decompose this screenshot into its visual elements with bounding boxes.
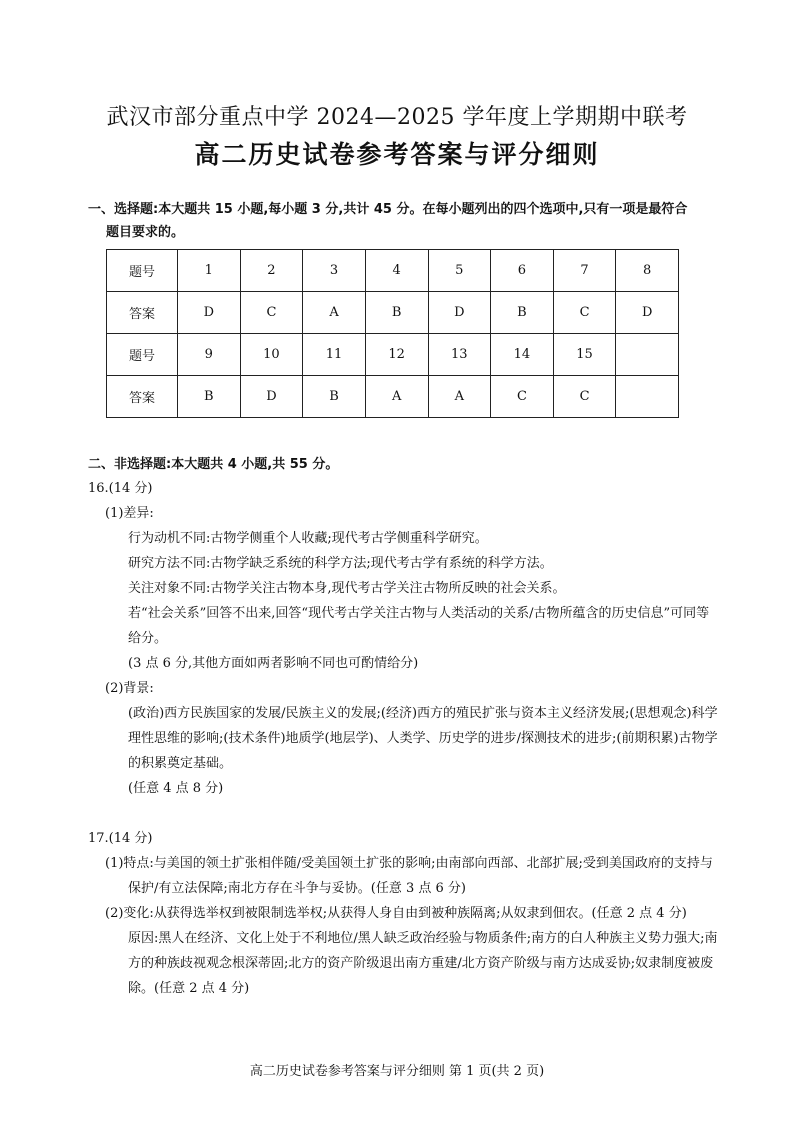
table-cell: 6 (491, 250, 554, 292)
table-cell: 答案 (107, 376, 178, 418)
q16-part2-text: (政治)西方民族国家的发展/民族主义的发展;(经济)西方的殖民扩张与资本主义经济发展;(思想观念)科学理性思维的影响;(技术条件)地质学(地层学)、人类学、历史学的进步/探测技术的进步;(前期积累)古物学的积累奠定基础。 (128, 706, 718, 771)
table-cell: B (178, 376, 241, 418)
table-cell: C (491, 376, 554, 418)
section1-instructions (88, 198, 718, 244)
table-cell: 15 (553, 334, 616, 376)
table-cell: 3 (303, 250, 366, 292)
table-cell: 12 (365, 334, 428, 376)
q17-head: 17.(14 分) (88, 831, 153, 846)
table-cell: 10 (240, 334, 303, 376)
table-cell: 1 (178, 250, 241, 292)
table-cell: 题号 (107, 334, 178, 376)
q17-part2: (2)变化:从获得选举权到被限制选举权;从获得人身自由到被种族隔离;从奴隶到佃农。(任意 2 点 4 分) (105, 906, 687, 921)
table-row (107, 250, 679, 292)
q16-part2-title: (2)背景: (105, 681, 154, 696)
table-cell: B (365, 292, 428, 334)
q17-part2-reason: 原因:黑人在经济、文化上处于不利地位/黑人缺乏政治经验与物质条件;南方的白人种族主义势力强大;南方的种族歧视观念根深蒂固;北方的资产阶级退出南方重建/北方资产阶级与南方达成妥协;奴隶制度被废除。(任意 2 点 4 分) (128, 931, 718, 996)
header-title-line1: 武汉市部分重点中学 2024—2025 学年度上学期期中联考 (106, 105, 688, 130)
table-cell (616, 334, 679, 376)
q16-part1-line: 行为动机不同:古物学侧重个人收藏;现代考古学侧重科学研究。 (128, 531, 488, 546)
q17-part1: (1)特点:与美国的领土扩张相伴随/受美国领土扩张的影响;由南部向西部、北部扩展;受到美国政府的支持与保护/有立法保障;南北方存在斗争与妥协。(任意 3 点 6 分) (105, 856, 713, 896)
answer-table (106, 249, 679, 418)
table-cell: B (491, 292, 554, 334)
table-row (107, 292, 679, 334)
table-cell: 5 (428, 250, 491, 292)
q16-part1-score: (3 点 6 分,其他方面如两者影响不同也可酌情给分) (128, 656, 419, 671)
table-cell: C (553, 292, 616, 334)
page-title: 高二历史试卷参考答案与评分细则 (194, 140, 600, 169)
table-row (107, 334, 679, 376)
table-cell: D (616, 292, 679, 334)
table-row (107, 376, 679, 418)
q16-part1-line: 关注对象不同:古物学关注古物本身,现代考古学关注古物所反映的社会关系。 (128, 581, 566, 596)
section2-title: 二、非选择题:本大题共 4 小题,共 55 分。 (88, 457, 339, 472)
table-cell (616, 376, 679, 418)
table-cell: 答案 (107, 292, 178, 334)
table-cell: A (303, 292, 366, 334)
section1-line1: 一、选择题:本大题共 15 小题,每小题 3 分,共计 45 分。在每小题列出的四个选项中,只有一项是最符合 (88, 202, 688, 217)
q16-part2-score: (任意 4 点 8 分) (128, 781, 224, 796)
q16-part1-line: 研究方法不同:古物学缺乏系统的科学方法;现代考古学有系统的科学方法。 (128, 556, 553, 571)
table-cell: B (303, 376, 366, 418)
table-cell: A (428, 376, 491, 418)
table-cell: D (428, 292, 491, 334)
question-16 (88, 476, 718, 801)
table-cell: C (240, 292, 303, 334)
table-cell: D (178, 292, 241, 334)
table-cell: 8 (616, 250, 679, 292)
q16-part1-title: (1)差异: (105, 506, 154, 521)
table-cell: 题号 (107, 250, 178, 292)
q16-part1-note: 若“社会关系”回答不出来,回答“现代考古学关注古物与人类活动的关系/古物所蕴含的历史信息”可同等给分。 (128, 606, 710, 646)
q16-head: 16.(14 分) (88, 481, 153, 496)
table-cell: 11 (303, 334, 366, 376)
table-cell: 13 (428, 334, 491, 376)
table-cell: A (365, 376, 428, 418)
table-cell: 7 (553, 250, 616, 292)
section1-line2: 题目要求的。 (106, 225, 185, 240)
question-17 (88, 826, 718, 1001)
table-cell: D (240, 376, 303, 418)
page-footer: 高二历史试卷参考答案与评分细则 第 1 页(共 2 页) (249, 1064, 545, 1079)
table-cell: 4 (365, 250, 428, 292)
table-cell: 9 (178, 334, 241, 376)
table-cell: C (553, 376, 616, 418)
table-cell: 14 (491, 334, 554, 376)
table-cell: 2 (240, 250, 303, 292)
